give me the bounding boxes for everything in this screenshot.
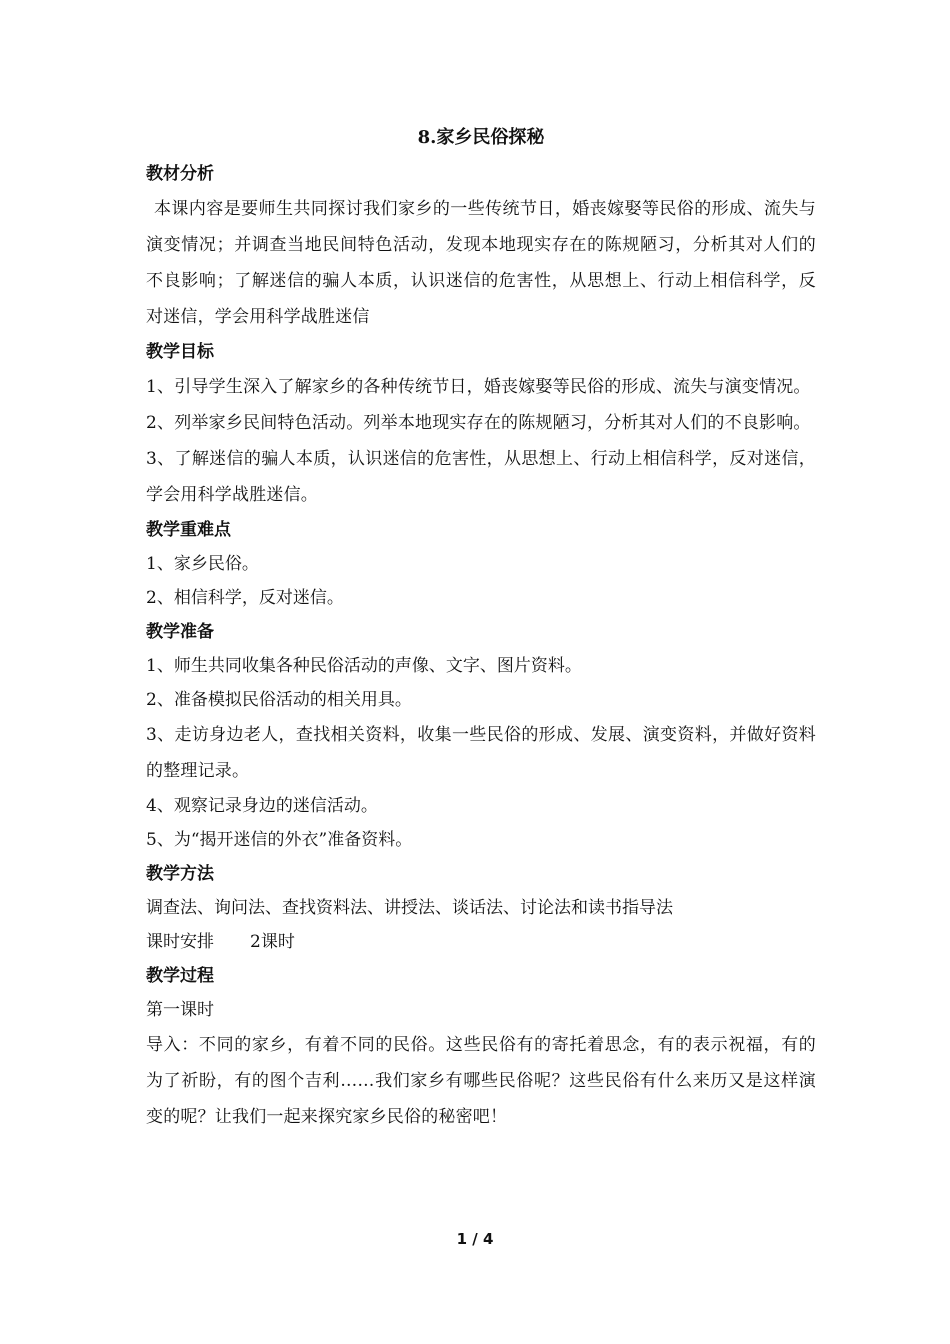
section-heading-goals: 教学目标 xyxy=(146,342,214,362)
section-heading-analysis: 教材分析 xyxy=(146,164,214,184)
preparation-item: 3、走访身边老人，查找相关资料，收集一些民俗的形成、发展、演变资料，并做好资料的整理记录。 xyxy=(146,725,816,781)
schedule-value: 2课时 xyxy=(250,932,295,952)
goal-item: 2、列举家乡民间特色活动。列举本地现实存在的陈规陋习，分析其对人们的不良影响。 xyxy=(146,413,811,433)
section-heading-preparation: 教学准备 xyxy=(146,622,214,642)
key-point-item: 1、家乡民俗。 xyxy=(146,554,259,574)
schedule-line xyxy=(146,925,816,959)
methods-text: 调查法、询问法、查找资料法、讲授法、谈话法、讨论法和读书指导法 xyxy=(146,898,673,918)
key-point-item: 2、相信科学，反对迷信。 xyxy=(146,588,344,608)
intro-paragraph: 导入：不同的家乡，有着不同的民俗。这些民俗有的寄托着思念，有的表示祝福，有的为了祈盼，有的图个吉利……我们家乡有哪些民俗呢？这些民俗有什么来历又是这样演变的呢？让我们一起来探究家乡民俗的秘密吧！ xyxy=(146,1035,816,1127)
document-content xyxy=(146,125,816,1135)
preparation-item: 1、师生共同收集各种民俗活动的声像、文字、图片资料。 xyxy=(146,656,582,676)
preparation-item: 2、准备模拟民俗活动的相关用具。 xyxy=(146,690,412,710)
goal-item: 3、了解迷信的骗人本质，认识迷信的危害性，从思想上、行动上相信科学，反对迷信，学会用科学战胜迷信。 xyxy=(146,449,816,505)
lesson-label: 第一课时 xyxy=(146,1000,214,1020)
preparation-item: 4、观察记录身边的迷信活动。 xyxy=(146,796,378,816)
goal-item: 1、引导学生深入了解家乡的各种传统节日，婚丧嫁娶等民俗的形成、流失与演变情况。 xyxy=(146,377,811,397)
preparation-item: 5、为“揭开迷信的外衣”准备资料。 xyxy=(146,830,413,850)
analysis-paragraph: 本课内容是要师生共同探讨我们家乡的一些传统节日，婚丧嫁娶等民俗的形成、流失与演变情况；并调查当地民间特色活动，发现本地现实存在的陈规陋习，分析其对人们的不良影响；了解迷信的骗人本质，认识迷信的危害性，从思想上、行动上相信科学，反对迷信，学会用科学战胜迷信 xyxy=(146,199,816,327)
section-heading-process: 教学过程 xyxy=(146,966,214,986)
page-number: 1 / 4 xyxy=(456,1230,494,1248)
section-heading-methods: 教学方法 xyxy=(146,864,214,884)
document-title: 8.家乡民俗探秘 xyxy=(417,127,545,148)
section-heading-key-points: 教学重难点 xyxy=(146,520,231,540)
schedule-label: 课时安排 xyxy=(146,932,214,952)
